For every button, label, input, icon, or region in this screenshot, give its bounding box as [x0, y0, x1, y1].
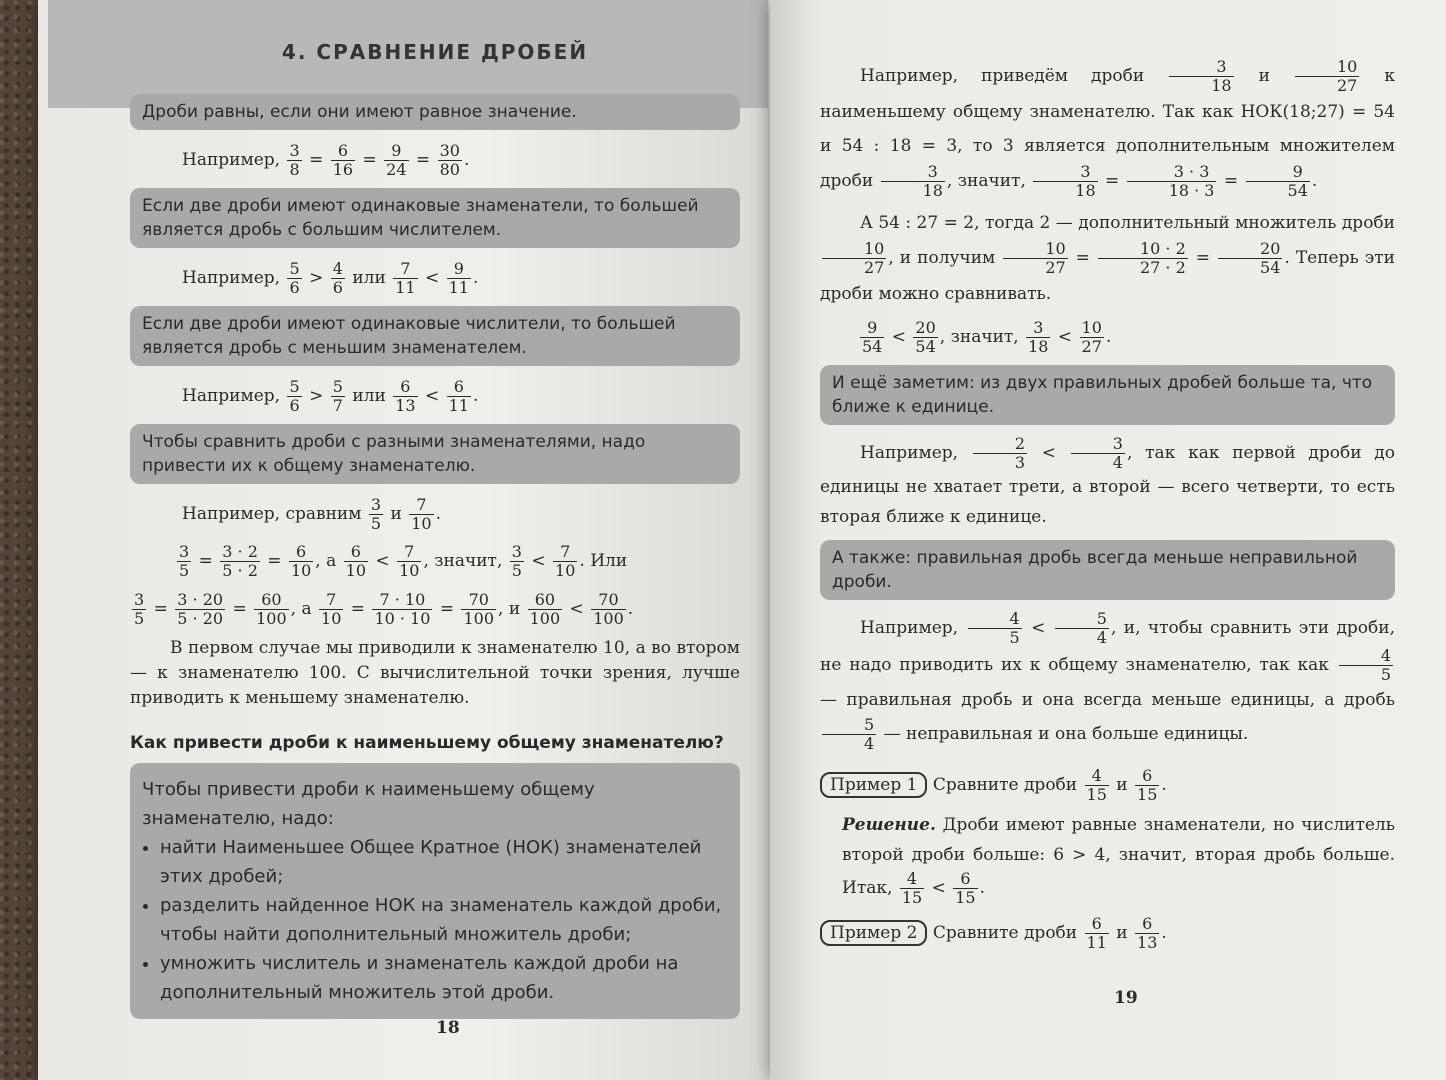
rule-different-denominators: Чтобы сравнить дроби с разными знаменателями, надо привести их к общему знаменателю. — [130, 424, 740, 484]
lcd-example-result: $\frac{9}{54}$ < $\frac{20}{54}$ , значит, $\frac{3}{18}$ < $\frac{10}{27}$ . — [862, 318, 1112, 356]
list-item: • найти Наименьшее Общее Кратное (НОК) знаменателей этих дробей; — [160, 833, 728, 891]
section-subheading: Как привести дроби к наименьшему общему знаменателю? — [130, 733, 724, 753]
rule-equal-fractions: Дроби равны, если они имеют равное значение. — [130, 94, 740, 130]
list-item: • разделить найденное НОК на знаменатель каждой дроби, чтобы найти дополнительный множитель дроби; — [160, 891, 728, 949]
rule-lcd-steps — [130, 763, 740, 1019]
rule-lcd-list — [142, 833, 728, 1007]
lcd-example-paragraph: Например, приведём дроби $\frac{3}{18}$ и $\frac{10}{27}$ к наименьшему общему знаменателю. Так как НОК(18;27) = 54 и 54 : 18 = 3, то 3 является дополнительным множителем дроби $\frac{3}{18}$ , значит, $\frac{3}{18}$ = $\frac{3 \cdot 3}{18 \cdot 3}$ = $\frac{9}{54}$ . — [820, 57, 1396, 200]
right-page-content — [820, 58, 1395, 958]
page-number-left: 18 — [436, 1018, 460, 1038]
rule-closer-to-one: И ещё заметим: из двух правильных дробей больше та, что ближе к единице. — [820, 365, 1395, 425]
left-page-content — [130, 40, 740, 1029]
example-2: Пример 2 Сравните дроби $\frac{6}{11}$ и $\frac{6}{13}$ . — [820, 915, 1395, 952]
page-number-right: 19 — [1114, 988, 1138, 1008]
example-2-label: Пример 2 — [820, 920, 927, 946]
example-1-solution: Решение. Дроби имеют равные знаменатели, но числитель второй дроби больше: 6 > 4, значит, вторая дробь больше. Итак, $\frac{4}{15}$ < $\frac{6}{15}$ . — [842, 815, 1395, 907]
example-compare-intro: Например, сравним $\frac{3}{5}$ и $\frac{7}{10}$ . — [182, 495, 441, 533]
rule-proper-vs-improper: А также: правильная дробь всегда меньше неправильной дроби. — [820, 540, 1395, 600]
closer-to-one-example: Например, $\frac{2}{3}$ < $\frac{3}{4}$ , так как первой дроби до единицы не хватает трети, а второй — всего четверти, то есть вторая ближе к единице. — [820, 434, 1395, 527]
list-item: • умножить числитель и знаменатель каждой дроби на дополнительный множитель этой дроби. — [160, 949, 728, 1007]
conclusion-paragraph: В первом случае мы приводили к знаменателю 10, а во втором — к знаменателю 100. С вычислительной точки зрения, лучше приводить к меньшему знаменателю. — [130, 638, 740, 708]
example-1: Пример 1 Сравните дроби $\frac{4}{15}$ и $\frac{6}{15}$ . — [820, 767, 1395, 804]
example-same-denominator: Например, $\frac{5}{6}$ > $\frac{4}{6}$ или $\frac{7}{11}$ < $\frac{9}{11}$ . — [182, 259, 479, 297]
rule-lcd-intro: Чтобы привести дроби к наименьшему общему знаменателю, надо: — [142, 779, 595, 829]
example-compare-calc-1: $\frac{3}{5}$ = $\frac{3 \cdot 2}{5 \cdot 2}$ = $\frac{6}{10}$ , а $\frac{6}{10}$ < $\frac{7}{10}$ , значит, $\frac{3}{5}$ < $\frac{7}{10}$ . Или — [179, 542, 628, 580]
example-same-numerator: Например, $\frac{5}{6}$ > $\frac{5}{7}$ или $\frac{6}{13}$ < $\frac{6}{11}$ . — [182, 377, 479, 415]
lcd-example-paragraph-2: А 54 : 27 = 2, тогда 2 — дополнительный множитель дроби $\frac{10}{27}$ , и получим $\frac{10}{27}$ = $\frac{10 \cdot 2}{27 \cdot 2}$ = $\frac{20}{54}$ . Теперь эти дроби можно сравнивать. — [820, 213, 1396, 304]
example-1-label: Пример 1 — [820, 772, 927, 798]
rule-same-denominator: Если две дроби имеют одинаковые знаменатели, то большей является дробь с большим числителем. — [130, 188, 740, 248]
proper-improper-example: Например, $\frac{4}{5}$ < $\frac{5}{4}$ , и, чтобы сравнить эти дроби, не надо приводить их к общему знаменателю, так как $\frac{4}{5}$ — правильная дробь и она всегда меньше единицы, а дробь $\frac{5}{4}$ — неправильная и она больше единицы. — [820, 609, 1395, 753]
example-equal: Например, $\frac{3}{8}$ = $\frac{6}{16}$ = $\frac{9}{24}$ = $\frac{30}{80}$ . — [182, 141, 470, 179]
chapter-title: 4. СРАВНЕНИЕ ДРОБЕЙ — [281, 40, 589, 64]
rule-same-numerator: Если две дроби имеют одинаковые числители, то большей является дробь с меньшим знаменателем. — [130, 306, 740, 366]
example-compare-calc-2: $\frac{3}{5}$ = $\frac{3 \cdot 20}{5 \cdot 20}$ = $\frac{60}{100}$ , а $\frac{7}{10}$ = $\frac{7 \cdot 10}{10 \cdot 10}$ = $\frac{70}{100}$ , и $\frac{60}{100}$ < $\frac{70}{100}$ . — [134, 590, 634, 628]
